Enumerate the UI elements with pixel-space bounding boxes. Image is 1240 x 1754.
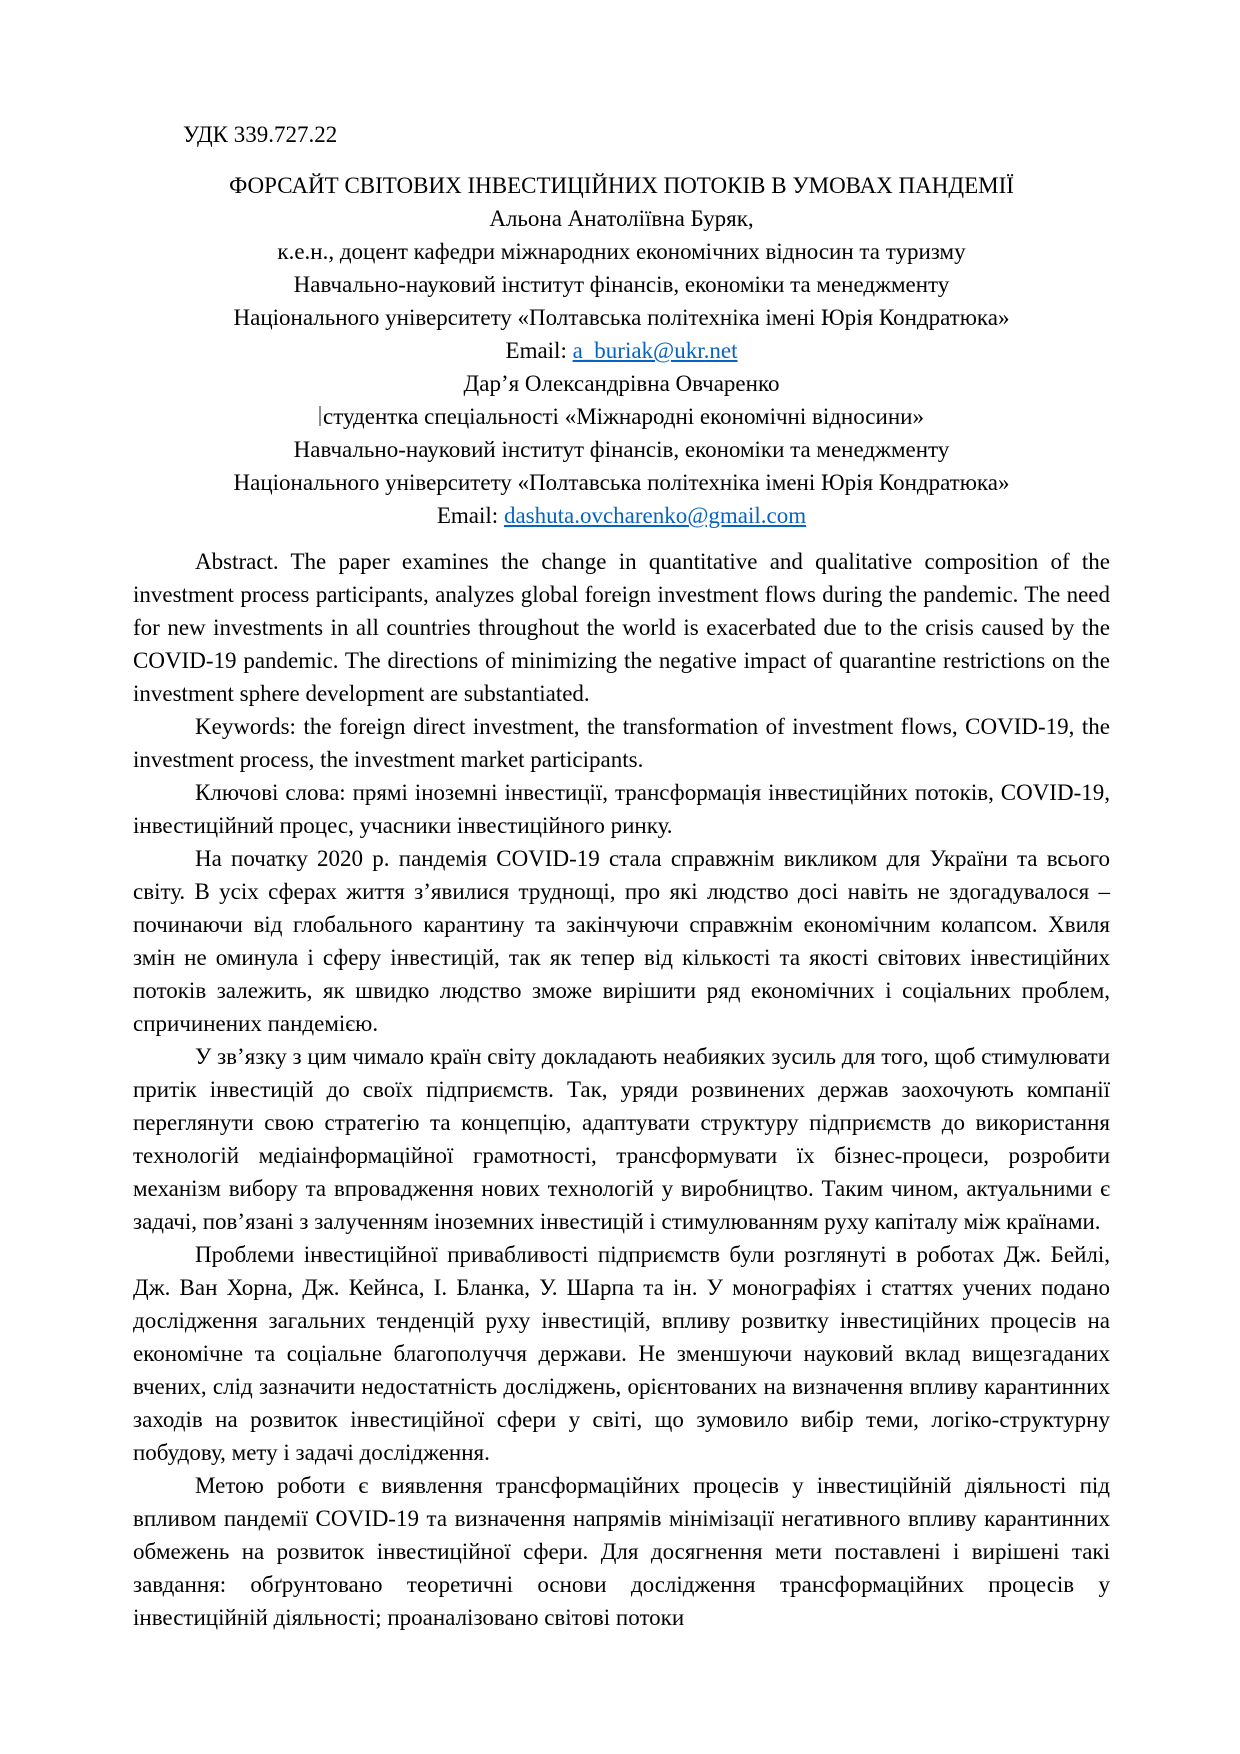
body-paragraph: На початку 2020 р. пандемія COVID-19 стала справжнім викликом для України та всього світу. В усіх сферах життя з’явилися труднощі, про які людство досі навіть не здогадувалося – починаючи від глобального карантину та закінчуючи справжнім економічним колапсом. Хвиля змін не оминула і сферу інвестицій, так як тепер від кількості та якості світових інвестиційних потоків залежить, як швидко людство зможе вирішити ряд економічних і соціальних проблем, спричинених пандемією. [133, 846, 1110, 1036]
author2-email-link[interactable]: dashuta.ovcharenko@gmail.com [503, 503, 807, 528]
keywords-ua-paragraph: Ключові слова: прямі іноземні інвестиції, трансформація інвестиційних потоків, COVID-19, інвестиційний процес, учасники інвестиційного ринку. [133, 780, 1110, 838]
abstract-paragraph: Abstract. The paper examines the change in quantitative and qualitative composition of the investment process participants, analyzes global foreign investment flows during the pandemic. The need for new investments in all countries throughout the world is exacerbated due to the crisis caused by the COVID-19 pandemic. The directions of minimizing the negative impact of quarantine restrictions on the investment sphere development are substantiated. [133, 549, 1110, 706]
paper-title: ФОРСАЙТ СВІТОВИХ ІНВЕСТИЦІЙНИХ ПОТОКІВ В УМОВАХ ПАНДЕМІЇ [229, 173, 1014, 198]
body-paragraph: Проблеми інвестиційної привабливості підприємств були розглянуті в роботах Дж. Бейлі, Дж. Ван Хорна, Дж. Кейнса, І. Бланка, У. Шарпа та ін. У монографіях і статтях учених подано дослідження загальних тенденцій руху інвестицій, впливу розвитку інвестиційних процесів на економічне та соціальне благополуччя держави. Не зменшуючи науковий вклад вищезгаданих вчених, слід зазначити недостатність досліджень, орієнтованих на визначення впливу карантинних заходів на розвиток інвестиційної сфери у світі, що зумовило вибір теми, логіко-структурну побудову, мету і задачі дослідження. [133, 1242, 1110, 1465]
author1-email-label: Email: [505, 338, 573, 363]
author1-institution-line1: Навчально-науковий інститут фінансів, економіки та менеджменту [293, 272, 950, 297]
author2-role-line [133, 400, 1110, 433]
body-paragraph: У зв’язку з цим чимало країн світу докладають неабияких зусиль для того, щоб стимулювати притік інвестицій до своїх підприємств. Так, уряди розвинених держав заохочують компанії переглянути свою стратегію та концепцію, адаптувати структуру підприємств до використання технологій медіаінформаційної грамотності, трансформувати їх бізнес-процеси, розробити механізм вибору та впровадження нових технологій у виробництво. Таким чином, актуальними є задачі, пов’язані з залученням іноземних інвестицій і стимулюванням руху капіталу між країнами. [133, 1044, 1110, 1234]
author2-institution-line1: Навчально-науковий інститут фінансів, економіки та менеджменту [293, 437, 950, 462]
author1-email-line [133, 334, 1110, 367]
text-cursor [319, 406, 321, 426]
author1-role: к.е.н., доцент кафедри міжнародних економічних відносин та туризму [277, 239, 966, 264]
author1-email-link[interactable]: a_buriak@ukr.net [572, 338, 738, 363]
author1-institution-line2: Національного університету «Полтавська політехніка імені Юрія Кондратюка» [233, 305, 1010, 330]
keywords-en-paragraph: Keywords: the foreign direct investment, the transformation of investment flows, COVID-19, the investment process, the investment market participants. [133, 714, 1110, 772]
author2-email-line [133, 499, 1110, 532]
author2-name: Дар’я Олександрівна Овчаренко [463, 371, 780, 396]
article-body [133, 545, 1110, 1634]
author2-institution-line2: Національного університету «Полтавська політехніка імені Юрія Кондратюка» [233, 470, 1010, 495]
author2-role: студентка спеціальності «Міжнародні економічні відносини» [323, 404, 924, 429]
body-paragraph: Метою роботи є виявлення трансформаційних процесів у інвестиційній діяльності під впливом пандемії COVID-19 та визначення напрямів мінімізації негативного впливу карантинних обмежень на розвиток інвестиційної сфери. Для досягнення мети поставлені і вирішені такі завдання: обґрунтовано теоретичні основи дослідження трансформаційних процесів у інвестиційній діяльності; проаналізовано світові потоки [133, 1473, 1110, 1630]
author1-name: Альона Анатоліївна Буряк, [489, 206, 754, 231]
udc-number: УДК 339.727.22 [183, 122, 338, 147]
author2-email-label: Email: [436, 503, 504, 528]
